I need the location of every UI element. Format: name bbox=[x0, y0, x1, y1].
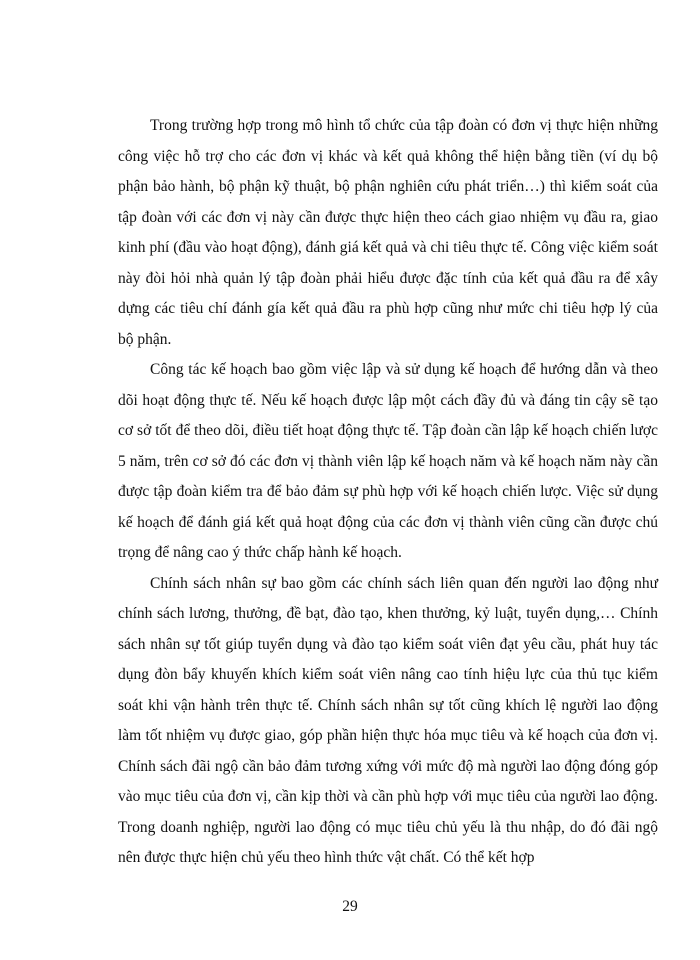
paragraph-support-units-control: Trong trường hợp trong mô hình tổ chức của tập đoàn có đơn vị thực hiện những công việc hỗ trợ cho các đơn vị khác và kết quả không thể hiện bằng tiền (ví dụ bộ phận bảo hành, bộ phận kỹ thuật, bộ phận nghiên cứu phát triển…) thì kiểm soát của tập đoàn với các đơn vị này cần được thực hiện theo cách giao nhiệm vụ đầu ra, giao kinh phí (đầu vào hoạt động), đánh giá kết quả và chi tiêu thực tế. Công việc kiểm soát này đòi hỏi nhà quản lý tập đoàn phải hiểu được đặc tính của kết quả đầu ra để xây dựng các tiêu chí đánh gía kết quả đầu ra phù hợp cũng như mức chi tiêu hợp lý của bộ phận. bbox=[118, 117, 658, 348]
paragraph-planning: Công tác kế hoạch bao gồm việc lập và sử dụng kế hoạch để hướng dẫn và theo dõi hoạt động thực tế. Nếu kế hoạch được lập một cách đầy đủ và đáng tin cậy sẽ tạo cơ sở tốt để theo dõi, điều tiết hoạt động thực tế. Tập đoàn cần lập kế hoạch chiến lược 5 năm, trên cơ sở đó các đơn vị thành viên lập kế hoạch năm và kế hoạch năm này cần được tập đoàn kiểm tra để bảo đảm sự phù hợp với kế hoạch chiến lược. Việc sử dụng kế hoạch để đánh giá kết quả hoạt động của các đơn vị thành viên cũng cần được chú trọng để nâng cao ý thức chấp hành kế hoạch. bbox=[118, 361, 658, 561]
paragraph-personnel-policy: Chính sách nhân sự bao gồm các chính sách liên quan đến người lao động như chính sách lương, thưởng, đề bạt, đào tạo, khen thưởng, kỷ luật, tuyển dụng,… Chính sách nhân sự tốt giúp tuyển dụng và đào tạo kiểm soát viên đạt yêu cầu, phát huy tác dụng đòn bẩy khuyến khích kiểm soát viên nâng cao tính hiệu lực của thủ tục kiểm soát khi vận hành trên thực tế. Chính sách nhân sự tốt cũng khích lệ người lao động làm tốt nhiệm vụ được giao, góp phần hiện thực hóa mục tiêu và kế hoạch của đơn vị. Chính sách đãi ngộ cần bảo đảm tương xứng với mức độ mà người lao động đóng góp vào mục tiêu của đơn vị, cần kịp thời và cần phù hợp với mục tiêu của người lao động. Trong doanh nghiệp, người lao động có mục tiêu chủ yếu là thu nhập, do đó đãi ngộ nên được thực hiện chủ yếu theo hình thức vật chất. Có thể kết hợp bbox=[118, 574, 658, 866]
page-number: 29 bbox=[342, 898, 358, 915]
body-text bbox=[118, 111, 658, 874]
